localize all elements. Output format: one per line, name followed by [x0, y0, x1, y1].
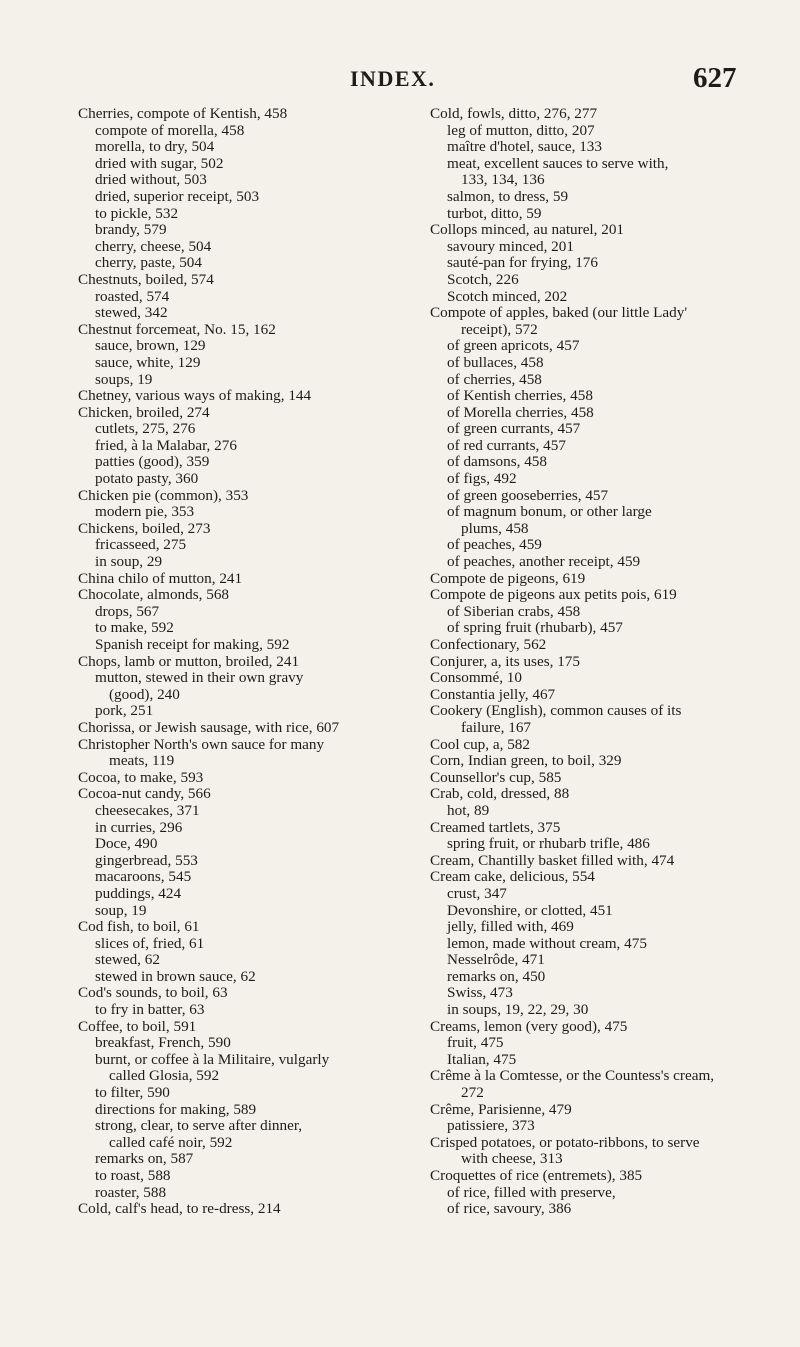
index-subentry: remarks on, 587 [95, 1150, 194, 1168]
index-subentry: patissiere, 373 [447, 1117, 535, 1135]
index-subentry: of peaches, another receipt, 459 [447, 553, 641, 571]
index-subentry: remarks on, 450 [447, 967, 546, 985]
index-entry: Chestnuts, boiled, 574 [78, 270, 214, 288]
index-entry: China chilo of mutton, 241 [78, 569, 243, 587]
index-subentry: spring fruit, or rhubarb trifle, 486 [447, 835, 650, 853]
index-entry: Chops, lamb or mutton, broiled, 241 [78, 652, 300, 670]
index-subentry: cherry, paste, 504 [95, 254, 202, 272]
index-entry: Constantia jelly, 467 [430, 685, 556, 703]
index-continuation: plums, 458 [461, 519, 529, 537]
index-subentry: of green gooseberries, 457 [447, 486, 609, 504]
index-subentry: meat, excellent sauces to serve with, [447, 154, 669, 172]
index-subentry: stewed, 62 [95, 951, 160, 969]
index-subentry: salmon, to dress, 59 [447, 187, 569, 205]
index-subentry: dried with sugar, 502 [95, 154, 224, 172]
index-entry: Cocoa, to make, 593 [78, 768, 204, 786]
index-subentry: Spanish receipt for making, 592 [95, 636, 290, 653]
index-subentry: in curries, 296 [95, 818, 183, 836]
index-subentry: of Kentish cherries, 458 [447, 387, 593, 405]
index-subentry: of rice, filled with preserve, [447, 1183, 616, 1201]
index-subentry: breakfast, French, 590 [95, 1034, 231, 1052]
index-subentry: stewed in brown sauce, 62 [95, 967, 256, 985]
index-entry: Cherries, compote of Kentish, 458 [78, 105, 288, 122]
index-subentry: of Morella cherries, 458 [447, 403, 594, 421]
index-entry: Consommé, 10 [430, 669, 522, 687]
index-subentry: directions for making, 589 [95, 1100, 257, 1118]
index-subentry: morella, to dry, 504 [95, 138, 215, 156]
index-subentry: of damsons, 458 [447, 453, 547, 471]
index-entry: Corn, Indian green, to boil, 329 [430, 752, 622, 770]
index-subentry: in soup, 29 [95, 553, 163, 571]
index-entry: Christopher North's own sauce for many [78, 735, 325, 753]
index-entry: Counsellor's cup, 585 [430, 768, 562, 786]
index-entry: Cold, calf's head, to re-dress, 214 [78, 1200, 281, 1218]
index-subentry: of peaches, 459 [447, 536, 542, 554]
index-subentry: roaster, 588 [95, 1183, 167, 1201]
index-entry: Crisped potatoes, or potato-ribbons, to serve [430, 1133, 700, 1151]
index-entry: Collops minced, au naturel, 201 [430, 221, 625, 239]
page-title: INDEX. [350, 66, 436, 91]
index-entry: Chocolate, almonds, 568 [78, 586, 230, 604]
index-subentry: dried without, 503 [95, 171, 207, 189]
index-continuation: (good), 240 [109, 685, 180, 703]
index-subentry: of green apricots, 457 [447, 337, 580, 355]
index-entry: Chetney, various ways of making, 144 [78, 387, 312, 405]
index-subentry: gingerbread, 553 [95, 851, 198, 869]
index-subentry: fruit, 475 [447, 1034, 504, 1052]
index-subentry: leg of mutton, ditto, 207 [447, 121, 595, 139]
index-column-right [430, 106, 785, 1218]
index-subentry: of figs, 492 [447, 470, 517, 488]
index-continuation: 272 [461, 1084, 484, 1102]
index-entry: Crab, cold, dressed, 88 [430, 785, 570, 803]
index-subentry: strong, clear, to serve after dinner, [95, 1117, 303, 1135]
index-subentry: modern pie, 353 [95, 503, 195, 521]
index-subentry: sauce, brown, 129 [95, 337, 206, 355]
index-subentry: patties (good), 359 [95, 453, 210, 471]
index-entry: Compote de pigeons aux petits pois, 619 [430, 586, 677, 604]
index-entry: Confectionary, 562 [430, 636, 547, 653]
index-subentry: brandy, 579 [95, 221, 167, 239]
index-continuation: called café noir, 592 [109, 1133, 233, 1151]
index-subentry: dried, superior receipt, 503 [95, 187, 260, 205]
index-continuation: with cheese, 313 [461, 1150, 563, 1168]
index-subentry: sauce, white, 129 [95, 353, 201, 371]
index-subentry: of cherries, 458 [447, 370, 542, 388]
index-subentry: stewed, 342 [95, 304, 168, 322]
index-subentry: to filter, 590 [95, 1084, 170, 1102]
index-subentry: of bullaces, 458 [447, 353, 544, 371]
index-subentry: compote of morella, 458 [95, 121, 245, 139]
page-number: 627 [693, 62, 737, 94]
index-subentry: fried, à la Malabar, 276 [95, 436, 237, 454]
index-subentry: cutlets, 275, 276 [95, 420, 196, 438]
index-continuation: called Glosia, 592 [109, 1067, 220, 1085]
index-subentry: of green currants, 457 [447, 420, 581, 438]
index-continuation: 133, 134, 136 [461, 171, 545, 189]
index-subentry: to make, 592 [95, 619, 174, 637]
index-subentry: Devonshire, or clotted, 451 [447, 901, 613, 919]
index-entry: Creams, lemon (very good), 475 [430, 1017, 628, 1035]
index-entry: Compote of apples, baked (our little Lady' [430, 304, 688, 322]
index-subentry: Italian, 475 [447, 1050, 517, 1068]
index-entry: Coffee, to boil, 591 [78, 1017, 197, 1035]
index-subentry: Doce, 490 [95, 835, 158, 853]
index-entry: Creamed tartlets, 375 [430, 818, 561, 836]
index-continuation: meats, 119 [109, 752, 175, 770]
index-subentry: drops, 567 [95, 602, 160, 620]
index-subentry: burnt, or coffee à la Militaire, vulgarly [95, 1050, 330, 1068]
index-subentry: turbot, ditto, 59 [447, 204, 542, 222]
index-entry: Cream cake, delicious, 554 [430, 868, 595, 886]
index-subentry: sauté-pan for frying, 176 [447, 254, 598, 272]
index-continuation: receipt), 572 [461, 320, 538, 338]
index-entry: Chickens, boiled, 273 [78, 519, 211, 537]
index-subentry: in soups, 19, 22, 29, 30 [447, 1001, 589, 1019]
index-entry: Chestnut forcemeat, No. 15, 162 [78, 320, 276, 338]
index-subentry: lemon, made without cream, 475 [447, 934, 647, 952]
index-subentry: Swiss, 473 [447, 984, 513, 1002]
index-entry: Cod's sounds, to boil, 63 [78, 984, 228, 1002]
index-entry: Cocoa-nut candy, 566 [78, 785, 211, 803]
index-entry: Cold, fowls, ditto, 276, 277 [430, 105, 598, 122]
index-continuation: failure, 167 [461, 718, 532, 736]
index-subentry: fricasseed, 275 [95, 536, 187, 554]
index-subentry: Scotch minced, 202 [447, 287, 568, 305]
index-subentry: cheesecakes, 371 [95, 801, 200, 819]
index-subentry: to fry in batter, 63 [95, 1001, 205, 1019]
index-subentry: pork, 251 [95, 702, 154, 720]
index-subentry: of Siberian crabs, 458 [447, 602, 581, 620]
index-entry: Crême à la Comtesse, or the Countess's cream, [430, 1067, 715, 1085]
index-entry: Chicken pie (common), 353 [78, 486, 249, 504]
index-entry: Crême, Parisienne, 479 [430, 1100, 572, 1118]
index-subentry: jelly, filled with, 469 [447, 918, 574, 936]
index-entry: Chorissa, or Jewish sausage, with rice, 607 [78, 718, 340, 736]
index-subentry: to pickle, 532 [95, 204, 179, 222]
index-subentry: soup, 19 [95, 901, 147, 919]
index-subentry: of magnum bonum, or other large [447, 503, 652, 521]
page-header [0, 62, 800, 102]
index-entry: Cookery (English), common causes of its [430, 702, 682, 720]
index-subentry: mutton, stewed in their own gravy [95, 669, 304, 687]
index-subentry: to roast, 588 [95, 1167, 171, 1184]
index-subentry: soups, 19 [95, 370, 153, 388]
index-subentry: maître d'hotel, sauce, 133 [447, 138, 602, 156]
index-subentry: Nesselrôde, 471 [447, 951, 545, 969]
index-subentry: hot, 89 [447, 801, 490, 819]
index-subentry: roasted, 574 [95, 287, 170, 305]
index-entry: Chicken, broiled, 274 [78, 403, 210, 421]
index-column-left [78, 106, 428, 1218]
index-subentry: crust, 347 [447, 884, 507, 902]
index-subentry: potato pasty, 360 [95, 470, 199, 488]
index-subentry: of spring fruit (rhubarb), 457 [447, 619, 623, 637]
index-subentry: of red currants, 457 [447, 436, 566, 454]
index-entry: Cream, Chantilly basket filled with, 474 [430, 851, 675, 869]
index-entry: Cod fish, to boil, 61 [78, 918, 200, 936]
index-subentry: cherry, cheese, 504 [95, 237, 212, 255]
index-subentry: macaroons, 545 [95, 868, 192, 886]
index-entry: Conjurer, a, its uses, 175 [430, 652, 580, 670]
index-entry: Cool cup, a, 582 [430, 735, 530, 753]
index-subentry: slices of, fried, 61 [95, 934, 205, 952]
index-subentry: of rice, savoury, 386 [447, 1200, 572, 1218]
index-subentry: savoury minced, 201 [447, 237, 574, 255]
index-subentry: puddings, 424 [95, 884, 182, 902]
index-subentry: Scotch, 226 [447, 270, 519, 288]
index-entry: Compote de pigeons, 619 [430, 569, 586, 587]
index-entry: Croquettes of rice (entremets), 385 [430, 1167, 643, 1184]
